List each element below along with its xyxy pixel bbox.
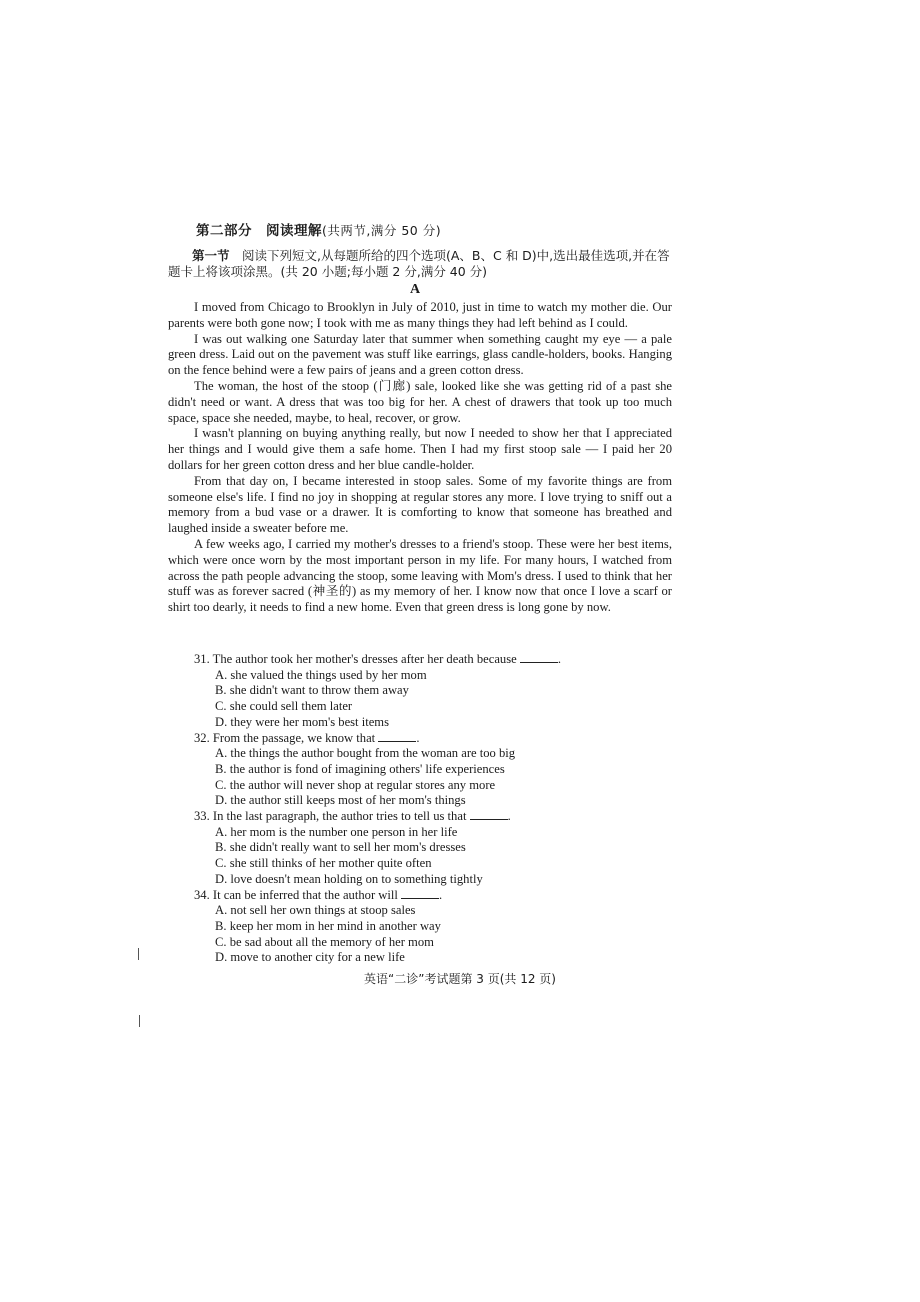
- question-stem: 31. The author took her mother's dresses after her death because .: [194, 652, 562, 666]
- question-stem: 34. It can be inferred that the author will .: [194, 887, 443, 902]
- option-a: A. her mom is the number one person in her life: [215, 824, 458, 839]
- option-c: C. the author will never shop at regular stores any more: [215, 777, 496, 792]
- passage-paragraph: The woman, the host of the stoop (门廊) sale, looked like she was getting rid of a past she didn't need or want. A dress that was too big for her. A chest of drawers that took up too much space, space she needed, maybe, to heal, recover, or grow.: [168, 378, 672, 425]
- option-d: D. move to another city for a new life: [215, 950, 405, 965]
- page-footer: 英语“二诊”考试题第 3 页(共 12 页): [364, 972, 556, 986]
- answer-blank: [470, 809, 508, 820]
- passage: [168, 300, 672, 616]
- passage-paragraph: I wasn't planning on buying anything really, but now I needed to show her that I appreciated her things and I would give them a safe home. Then I had my first stoop sale — I paid her 20 dollars for her green cotton dress and her blue candle-holder.: [168, 426, 672, 472]
- section-title-sub: (共两节,满分 50 分): [322, 223, 442, 238]
- scan-mark: [138, 948, 139, 960]
- option-a: A. not sell her own things at stoop sales: [215, 903, 416, 918]
- question-34: [168, 888, 672, 967]
- option-b: B. the author is fond of imagining others' life experiences: [215, 761, 505, 776]
- question-stem-text: 32. From the passage, we know that: [194, 730, 376, 745]
- question-stem-text: 34. It can be inferred that the author will: [194, 887, 398, 902]
- question-32: [168, 731, 672, 810]
- question-stem: 32. From the passage, we know that .: [194, 730, 420, 745]
- passage-paragraph: From that day on, I became interested in stoop sales. Some of my favorite things are from someone else's life. I find no joy in shopping at regular stores any more. I love trying to sniff out a memory from a bud vase or a drawer. It is comforting to know that someone has breathed and laughed inside a sweater before me.: [168, 473, 672, 536]
- option-c: C. she still thinks of her mother quite often: [215, 856, 432, 871]
- option-d: D. love doesn't mean holding on to something tightly: [215, 871, 483, 886]
- answer-blank: [520, 652, 558, 663]
- option-d: D. they were her mom's best items: [215, 714, 389, 729]
- section-title: [196, 219, 441, 239]
- passage-paragraph: A few weeks ago, I carried my mother's dresses to a friend's stoop. These were her best items, which were once worn by the most important person in my life. For many hours, I watched from across the path people advancing the stoop, some leaving with Mom's dress. I used to think that her stuff was as forever sacred (神圣的) as my memory of her. I know now that once I love a scarf or shirt too dearly, it needs to find a new home. Even that green dress is long gone by now.: [168, 536, 672, 615]
- scan-mark: [139, 1015, 140, 1027]
- section-title-main: 第二部分 阅读理解: [196, 223, 322, 239]
- question-33: [168, 809, 672, 888]
- passage-paragraph: I moved from Chicago to Brooklyn in July of 2010, just in time to watch my mother die. Our parents were both gone now; I took with me as many things they had left behind as I could.: [168, 300, 672, 330]
- option-a: A. she valued the things used by her mom: [215, 667, 427, 682]
- instruction-text: 阅读下列短文,从每题所给的四个选项(A、B、C 和 D)中,选出最佳选项,并在答题卡上将该项涂黑。(共 20 小题;每小题 2 分,满分 40 分): [168, 248, 670, 279]
- question-list: [168, 652, 672, 966]
- option-b: B. keep her mom in her mind in another way: [215, 918, 441, 933]
- question-31: [168, 652, 672, 731]
- passage-label: A: [410, 282, 421, 297]
- answer-blank: [401, 888, 439, 899]
- answer-blank: [378, 731, 416, 742]
- option-a: A. the things the author bought from the woman are too big: [215, 746, 516, 761]
- option-c: C. she could sell them later: [215, 699, 353, 714]
- option-d: D. the author still keeps most of her mom's things: [215, 793, 466, 808]
- question-stem-text: 33. In the last paragraph, the author tries to tell us that: [194, 809, 467, 824]
- question-stem-text: 31. The author took her mother's dresses after her death because: [194, 652, 517, 666]
- option-b: B. she didn't want to throw them away: [215, 683, 409, 698]
- instruction-lead: 第一节: [192, 248, 230, 263]
- question-stem: 33. In the last paragraph, the author tries to tell us that .: [194, 809, 511, 824]
- option-b: B. she didn't really want to sell her mom's dresses: [215, 840, 466, 855]
- option-c: C. be sad about all the memory of her mom: [215, 934, 434, 949]
- passage-paragraph: I was out walking one Saturday later that summer when something caught my eye — a pale green dress. Laid out on the pavement was stuff like earrings, glass candle-holders, books. Hanging on the fence behind were a few pairs of jeans and a green cotton dress.: [168, 331, 672, 378]
- instruction: [168, 248, 672, 280]
